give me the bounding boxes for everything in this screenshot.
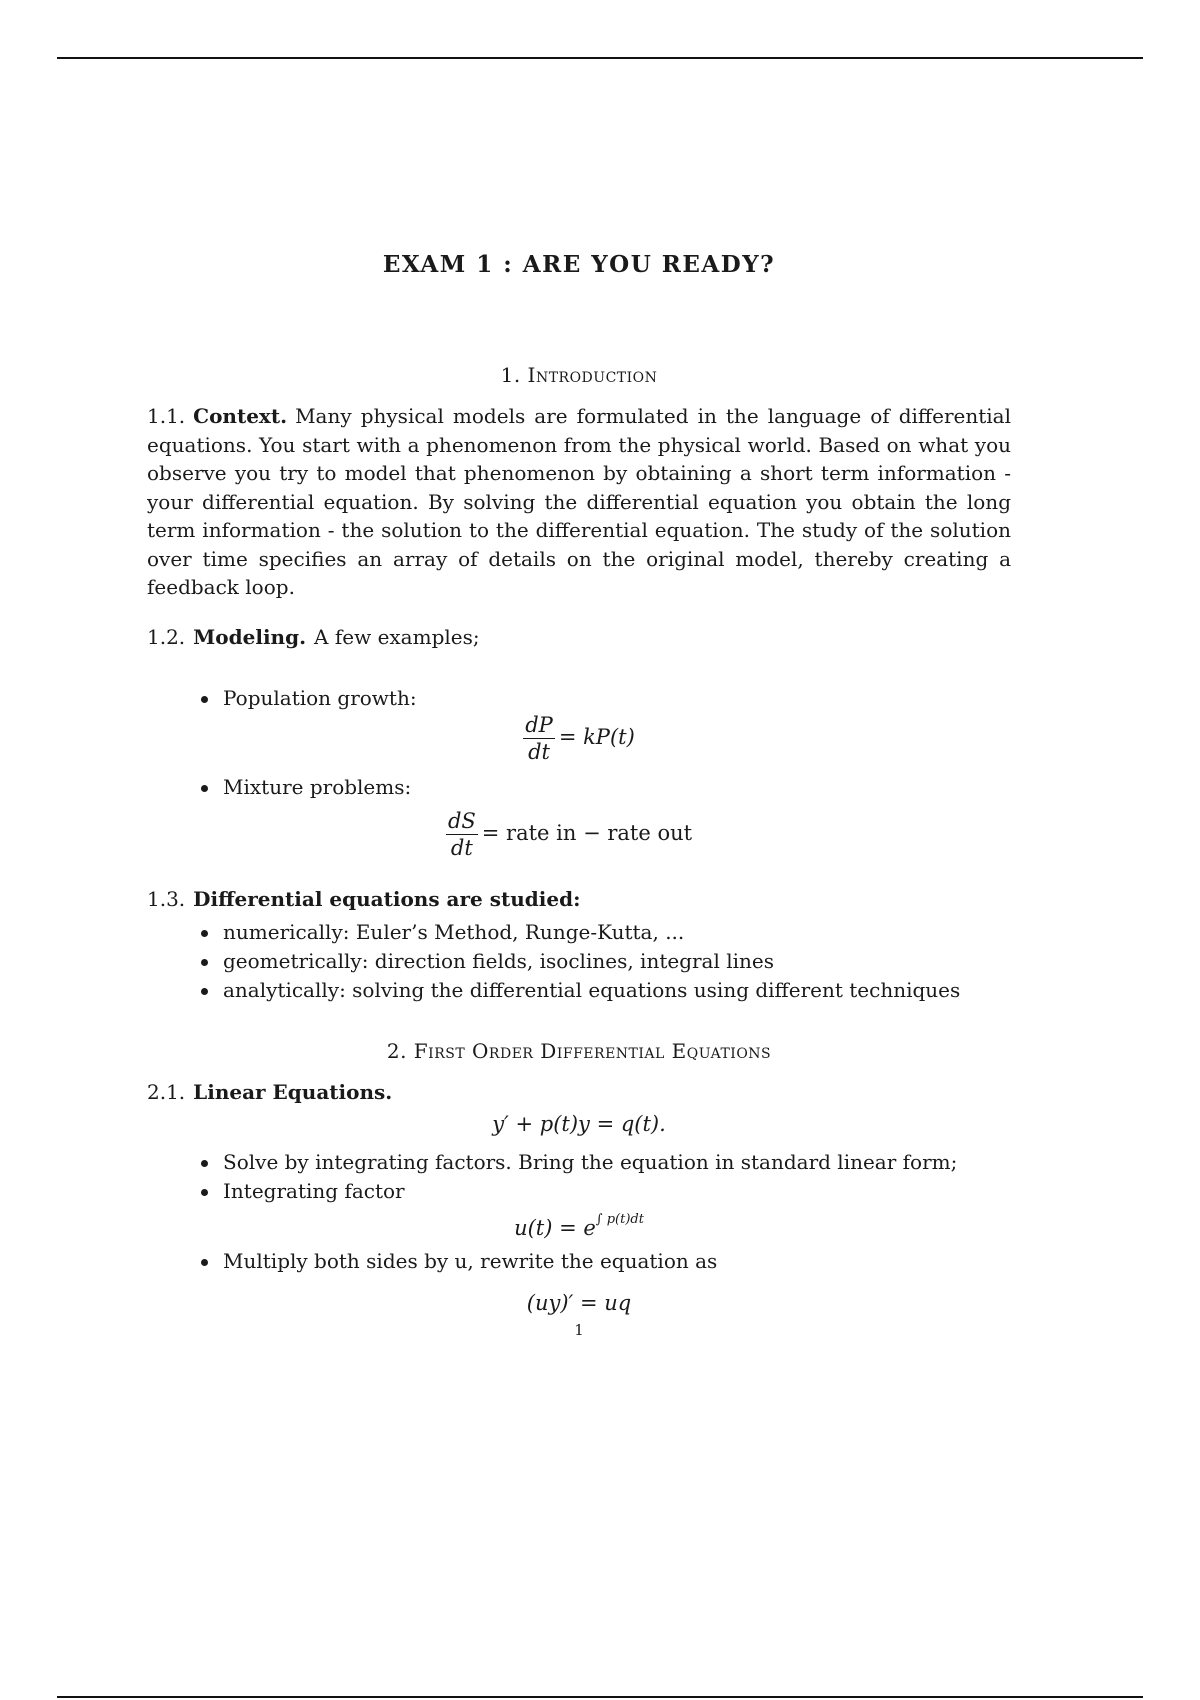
list-item: Population growth: (197, 684, 417, 713)
equation-mixture (147, 808, 1011, 861)
bullet-list (197, 1148, 957, 1206)
list-item: Mixture problems: (197, 773, 411, 802)
list-item: numerically: Euler’s Method, Runge-Kutta, ... (197, 918, 960, 947)
modeling-paragraph (147, 623, 1011, 652)
equation-population (147, 712, 1011, 765)
denominator: dt (528, 740, 550, 764)
section-heading-2 (147, 1039, 1011, 1063)
factor-lhs: u(t) = e (514, 1216, 596, 1240)
top-rule (57, 57, 1143, 59)
section-title: Introduction (527, 363, 658, 387)
equation-linear: y′ + p(t)y = q(t). (492, 1112, 666, 1136)
subsection-number: 1.2. (147, 625, 186, 649)
studied-paragraph (147, 885, 1011, 914)
numerator: dS (447, 809, 476, 833)
list-item: Solve by integrating factors. Bring the equation in standard linear form; (197, 1148, 957, 1177)
equation-integrating-factor (147, 1212, 1011, 1240)
list-item: Integrating factor (197, 1177, 957, 1206)
subsection-number: 1.1. (147, 404, 186, 428)
bottom-rule (57, 1696, 1143, 1698)
linear-paragraph (147, 1078, 1011, 1107)
subsection-lead: Context. (193, 404, 288, 428)
numerator: dP (525, 713, 553, 737)
denominator: dt (450, 836, 473, 860)
list-item: Multiply both sides by u, rewrite the equation as (197, 1247, 717, 1276)
subsection-lead: Modeling. (193, 625, 307, 649)
equation-rhs: = rate in − rate out (481, 821, 693, 845)
section-number: 1. (500, 363, 521, 387)
subsection-lead: Linear Equations. (193, 1080, 393, 1104)
section-title: First Order Differential Equations (413, 1039, 772, 1063)
list-item: geometrically: direction fields, isoclines, integral lines (197, 947, 960, 976)
bullet-list (197, 1247, 717, 1276)
subsection-lead: Differential equations are studied: (193, 887, 581, 911)
section-number: 2. (386, 1039, 407, 1063)
subsection-number: 1.3. (147, 887, 186, 911)
page-number: 1 (574, 1321, 584, 1339)
subsection-number: 2.1. (147, 1080, 186, 1104)
context-paragraph (147, 402, 1011, 602)
fraction (446, 808, 478, 861)
bullet-list (197, 684, 417, 713)
document-title: EXAM 1 : ARE YOU READY? (382, 251, 776, 278)
list-item: analytically: solving the differential equations using different techniques (197, 976, 960, 1005)
fraction (523, 712, 555, 765)
paragraph-text: Many physical models are formulated in the language of differential equations. You start with a phenomenon from the physical world. Based on what you observe you try to model that phenomenon by obtaining a short term information - your differential equation. By solving the differential equation you obtain the long term information - the solution to the differential equation. The study of the solution over time specifies an array of details on the original model, thereby creating a feedback loop. (147, 404, 1011, 599)
bullet-list (197, 918, 960, 1005)
bullet-list (197, 773, 411, 802)
equation-rhs: = kP(t) (558, 725, 635, 749)
section-heading-1 (147, 363, 1011, 387)
factor-exponent: ∫ p(t)dt (595, 1212, 644, 1227)
paragraph-text: A few examples; (314, 625, 480, 649)
equation-product-rule: (uy)′ = uq (526, 1291, 632, 1315)
